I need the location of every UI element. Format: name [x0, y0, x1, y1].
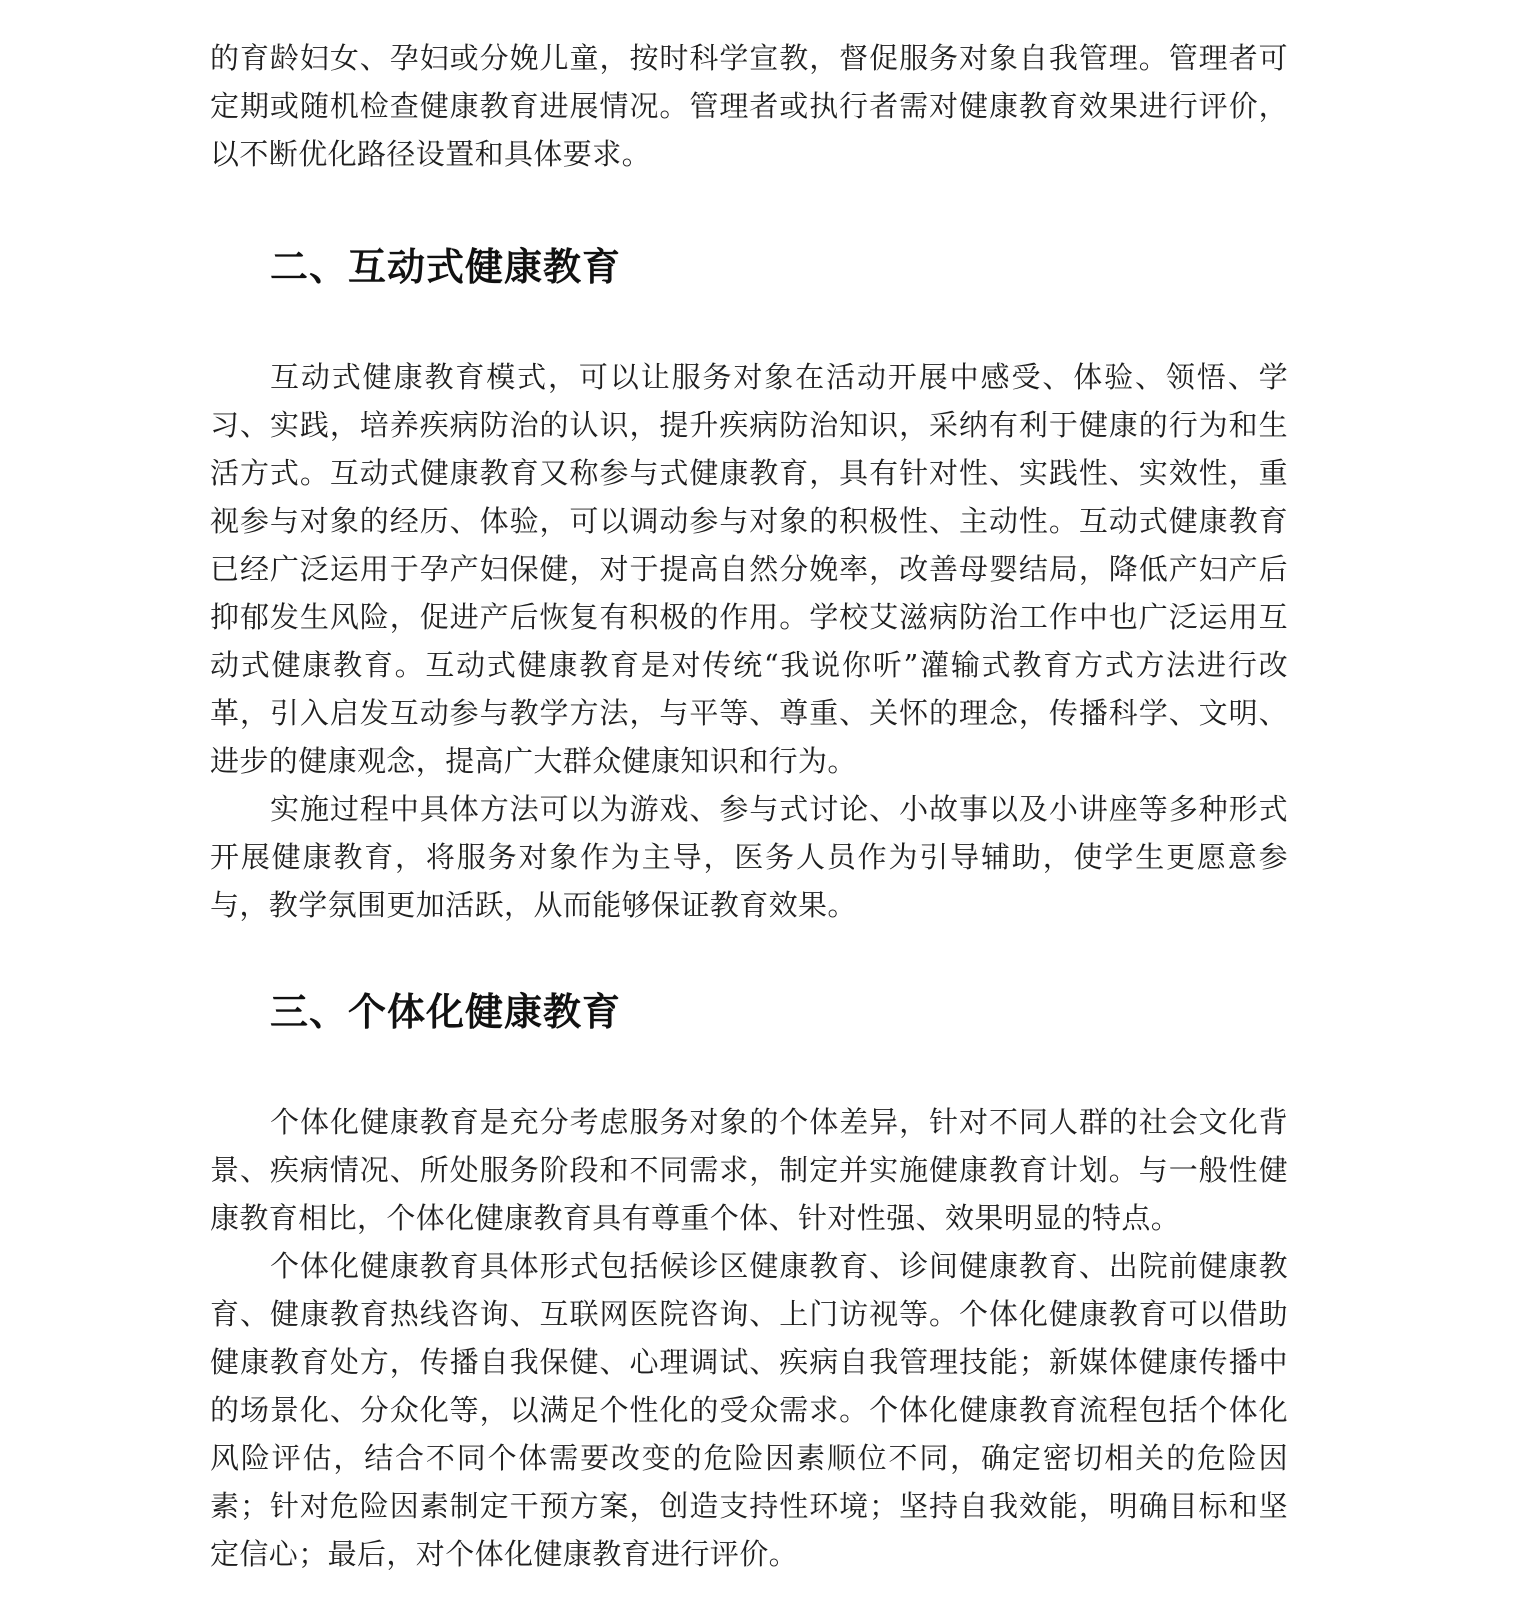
section-2-paragraph-2: 实施过程中具体方法可以为游戏、参与式讨论、小故事以及小讲座等多种形式开展健康教育，将服务对象作为主导，医务人员作为引导辅助，使学生更愿意参与，教学氛围更加活跃，从而能够保证教育效果。 [210, 792, 1288, 922]
section-2-paragraph-1: 互动式健康教育模式，可以让服务对象在活动开展中感受、体验、领悟、学习、实践，培养疾病防治的认识，提升疾病防治知识，采纳有利于健康的行为和生活方式。互动式健康教育又称参与式健康教育，具有针对性、实践性、实效性，重视参与对象的经历、体验，可以调动参与对象的积极性、主动性。互动式健康教育已经广泛运用于孕产妇保健，对于提高自然分娩率，改善母婴结局，降低产妇产后抑郁发生风险，促进产后恢复有积极的作用。学校艾滋病防治工作中也广泛运用互动式健康教育。互动式健康教育是对传统“我说你听”灌输式教育方式方法进行改革，引入启发互动参与教学方法，与平等、尊重、关怀的理念，传播科学、文明、进步的健康观念，提高广大群众健康知识和行为。 [210, 360, 1288, 778]
document-page [210, 34, 1288, 1578]
section-2-heading: 二、互动式健康教育 [270, 245, 622, 289]
section-3-paragraph-2: 个体化健康教育具体形式包括候诊区健康教育、诊间健康教育、出院前健康教育、健康教育热线咨询、互联网医院咨询、上门访视等。个体化健康教育可以借助健康教育处方，传播自我保健、心理调试、疾病自我管理技能；新媒体健康传播中的场景化、分众化等，以满足个性化的受众需求。个体化健康教育流程包括个体化风险评估，结合不同个体需要改变的危险因素顺位不同，确定密切相关的危险因素；针对危险因素制定干预方案，创造支持性环境；坚持自我效能，明确目标和坚定信心；最后，对个体化健康教育进行评价。 [210, 1249, 1288, 1571]
intro-paragraph: 的育龄妇女、孕妇或分娩儿童，按时科学宣教，督促服务对象自我管理。管理者可定期或随机检查健康教育进展情况。管理者或执行者需对健康教育效果进行评价，以不断优化路径设置和具体要求。 [210, 41, 1288, 171]
section-3-paragraph-1: 个体化健康教育是充分考虑服务对象的个体差异，针对不同人群的社会文化背景、疾病情况、所处服务阶段和不同需求，制定并实施健康教育计划。与一般性健康教育相比，个体化健康教育具有尊重个体、针对性强、效果明显的特点。 [210, 1105, 1288, 1235]
section-3-heading: 三、个体化健康教育 [270, 990, 622, 1034]
